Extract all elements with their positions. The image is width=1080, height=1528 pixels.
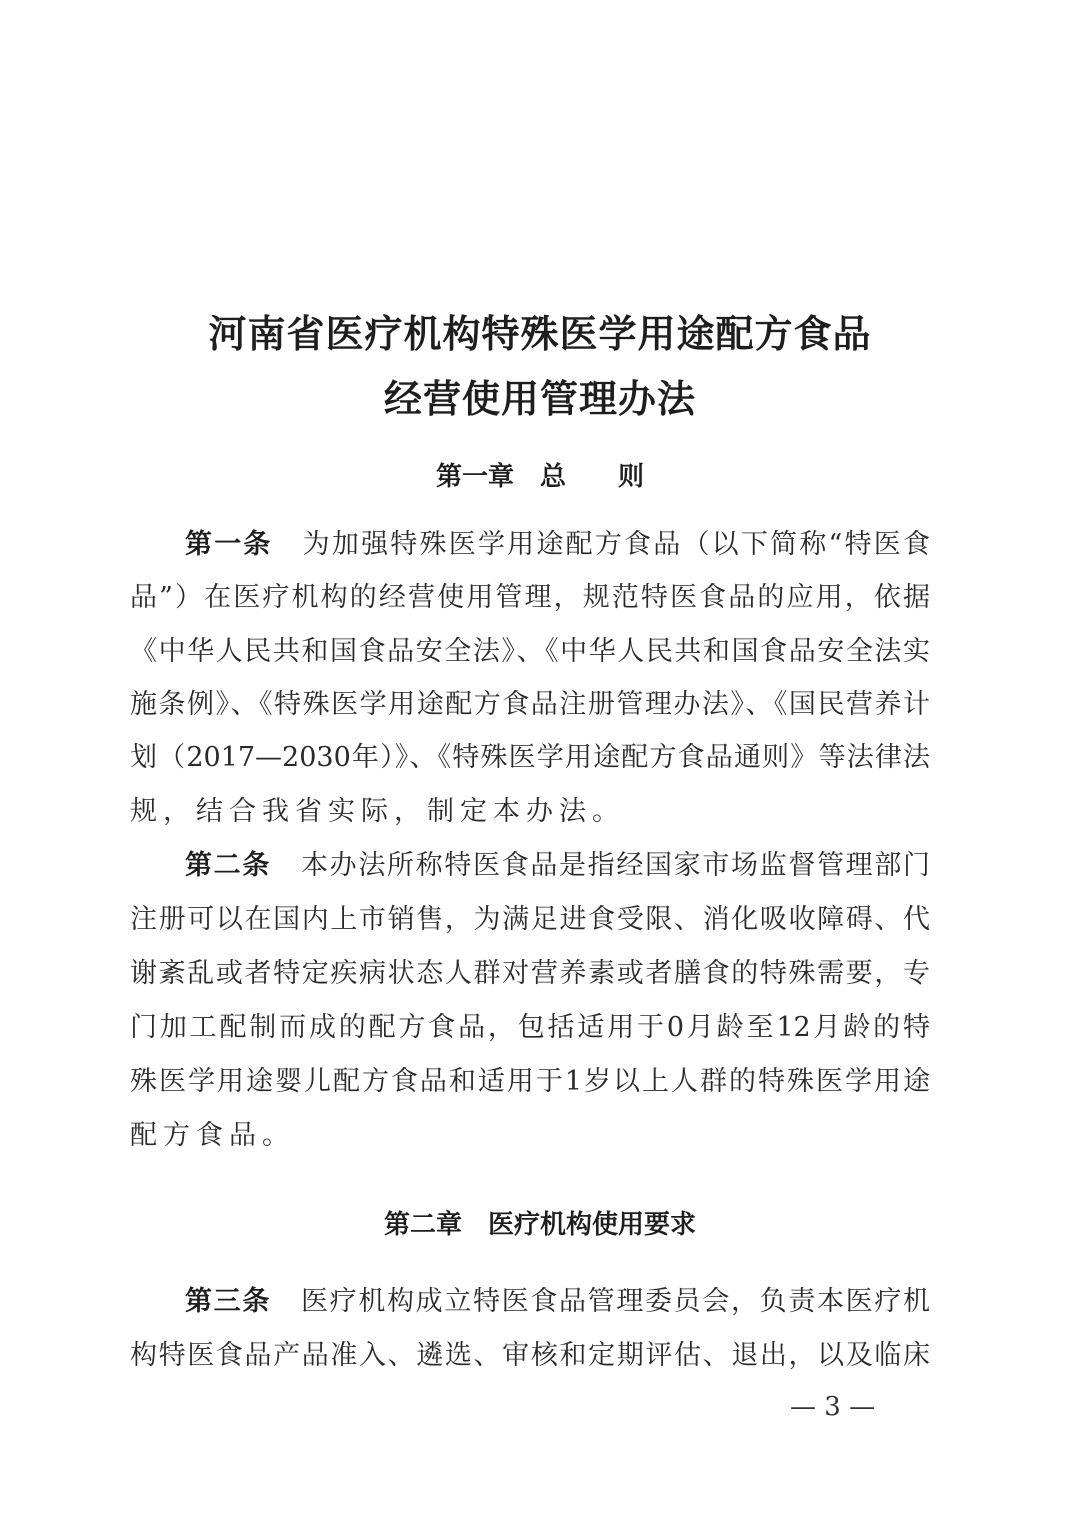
article-line: 配方食品。 [130, 1120, 295, 1151]
article-line: 门加工配制而成的配方食品，包括适用于0月龄至12月龄的特 [130, 1012, 930, 1043]
article-line: 划（2017—2030年）》、《特殊医学用途配方食品通则》等法律法 [130, 742, 930, 773]
article-label: 第二条 [185, 850, 271, 881]
article-line: 注册可以在国内上市销售，为满足进食受限、消化吸收障碍、代 [130, 904, 930, 935]
article-label: 第一条 [185, 529, 273, 560]
chapter-2-heading: 第二章 医疗机构使用要求 [383, 1210, 696, 1240]
article-line: 殊医学用途婴儿配方食品和适用于1岁以上人群的特殊医学用途 [130, 1066, 930, 1097]
article-line: 第一条 为加强特殊医学用途配方食品（以下简称“特医食 [185, 529, 930, 560]
document-title-line-1: 河南省医疗机构特殊医学用途配方食品 [208, 311, 872, 356]
article-line: 构特医食品产品准入、遴选、审核和定期评估、退出，以及临床 [130, 1340, 930, 1371]
article-line: 品”）在医疗机构的经营使用管理，规范特医食品的应用，依据 [130, 582, 930, 613]
article-line: 第三条 医疗机构成立特医食品管理委员会，负责本医疗机 [185, 1286, 930, 1317]
page-number: — 3 — [790, 1392, 876, 1422]
article-label: 第三条 [185, 1286, 271, 1317]
article-line: 施条例》、《特殊医学用途配方食品注册管理办法》、《国民营养计 [130, 689, 930, 720]
article-line: 第二条 本办法所称特医食品是指经国家市场监督管理部门 [185, 850, 930, 881]
chapter-1-heading: 第一章 总 则 [435, 462, 644, 492]
article-line: 规，结合我省实际，制定本办法。 [130, 796, 625, 827]
article-line: 谢紊乱或者特定疾病状态人群对营养素或者膳食的特殊需要，专 [130, 958, 930, 989]
document-title-line-2: 经营使用管理办法 [383, 376, 696, 421]
article-line: 《中华人民共和国食品安全法》、《中华人民共和国食品安全法实 [130, 636, 930, 667]
